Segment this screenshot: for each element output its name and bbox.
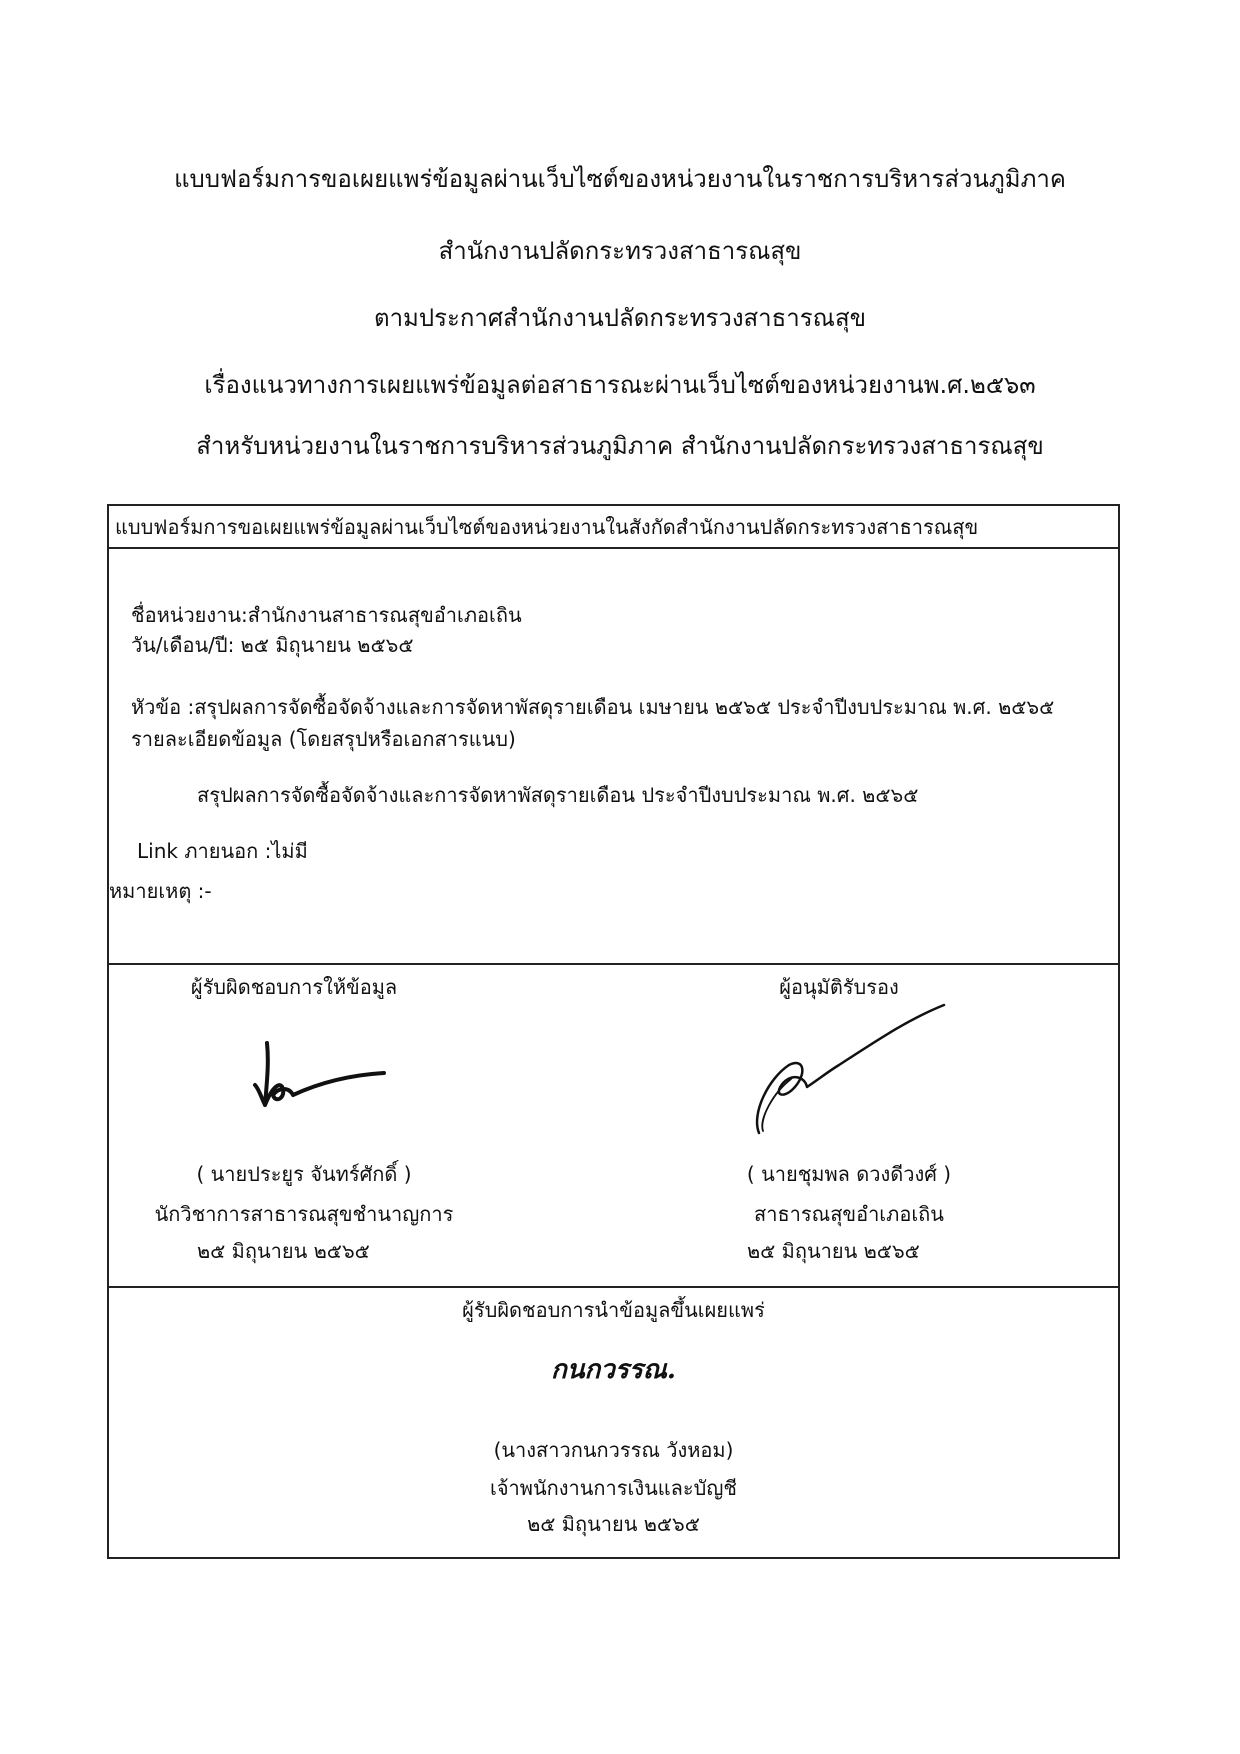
provider-name: ( นายประยูร จันทร์ศักดิ์ ) bbox=[196, 1162, 412, 1186]
form-title: แบบฟอร์มการขอเผยแพร่ข้อมูลผ่านเว็บไซต์ของหน่วยงานในสังกัดสำนักงานปลัดกระทรวงสาธารณสุข bbox=[115, 515, 979, 539]
header-line-5: สำหรับหน่วยงานในราชการบริหารส่วนภูมิภาค สำนักงานปลัดกระทรวงสาธารณสุข bbox=[196, 432, 1044, 460]
external-link: Link ภายนอก :ไม่มี bbox=[137, 839, 308, 863]
header-line-4: เรื่องแนวทางการเผยแพร่ข้อมูลต่อสาธารณะผ่านเว็บไซต์ของหน่วยงานพ.ศ.๒๕๖๓ bbox=[204, 371, 1036, 399]
publisher-date: ๒๕ มิถุนายน ๒๕๖๕ bbox=[527, 1512, 700, 1536]
form-date: วัน/เดือน/ปี: ๒๕ มิถุนายน ๒๕๖๕ bbox=[131, 633, 414, 657]
provider-position: นักวิชาการสาธารณสุขชำนาญการ bbox=[154, 1202, 454, 1226]
detail-text: สรุปผลการจัดซื้อจัดจ้างและการจัดหาพัสดุรายเดือน ประจำปีงบประมาณ พ.ศ. ๒๕๖๕ bbox=[197, 783, 919, 807]
header-line-1: แบบฟอร์มการขอเผยแพร่ข้อมูลผ่านเว็บไซต์ของหน่วยงานในราชการบริหารส่วนภูมิภาค bbox=[174, 165, 1066, 193]
provider-signature bbox=[249, 1033, 389, 1123]
publisher-row bbox=[109, 1286, 1118, 1559]
approval-signatures-row bbox=[109, 963, 1118, 1288]
header-line-3: ตามประกาศสำนักงานปลัดกระทรวงสาธารณสุข bbox=[373, 304, 866, 332]
publication-form bbox=[107, 504, 1120, 1559]
provider-date: ๒๕ มิถุนายน ๒๕๖๕ bbox=[197, 1239, 370, 1263]
provider-role: ผู้รับผิดชอบการให้ข้อมูล bbox=[190, 975, 398, 999]
publisher-name: (นางสาวกนกวรรณ วังหอม) bbox=[493, 1438, 734, 1462]
publisher-role: ผู้รับผิดชอบการนำข้อมูลขึ้นเผยแพร่ bbox=[462, 1298, 765, 1322]
form-details-row bbox=[109, 547, 1118, 965]
publisher-position: เจ้าพนักงานการเงินและบัญชี bbox=[490, 1476, 737, 1500]
header-line-2: สำนักงานปลัดกระทรวงสาธารณสุข bbox=[438, 237, 802, 265]
remark: หมายเหตุ :- bbox=[109, 879, 212, 903]
form-title-row bbox=[109, 506, 1118, 549]
publisher-signature: กนกวรรณ. bbox=[551, 1355, 676, 1385]
approver-name: ( นายชุมพล ดวงดีวงศ์ ) bbox=[746, 1162, 952, 1186]
approver-signature bbox=[749, 1003, 949, 1143]
approver-date: ๒๕ มิถุนายน ๒๕๖๕ bbox=[747, 1239, 920, 1263]
approver-position: สาธารณสุขอำเภอเถิน bbox=[754, 1202, 944, 1226]
agency-name: ชื่อหน่วยงาน:สำนักงานสาธารณสุขอำเภอเถิน bbox=[131, 603, 522, 627]
topic: หัวข้อ :สรุปผลการจัดซื้อจัดจ้างและการจัดหาพัสดุรายเดือน เมษายน ๒๕๖๕ ประจำปีงบประมาณ พ.ศ. ๒๕๖๕ bbox=[131, 695, 1055, 719]
approver-role: ผู้อนุมัติรับรอง bbox=[779, 975, 899, 999]
detail-label: รายละเอียดข้อมูล (โดยสรุปหรือเอกสารแนบ) bbox=[131, 727, 516, 751]
